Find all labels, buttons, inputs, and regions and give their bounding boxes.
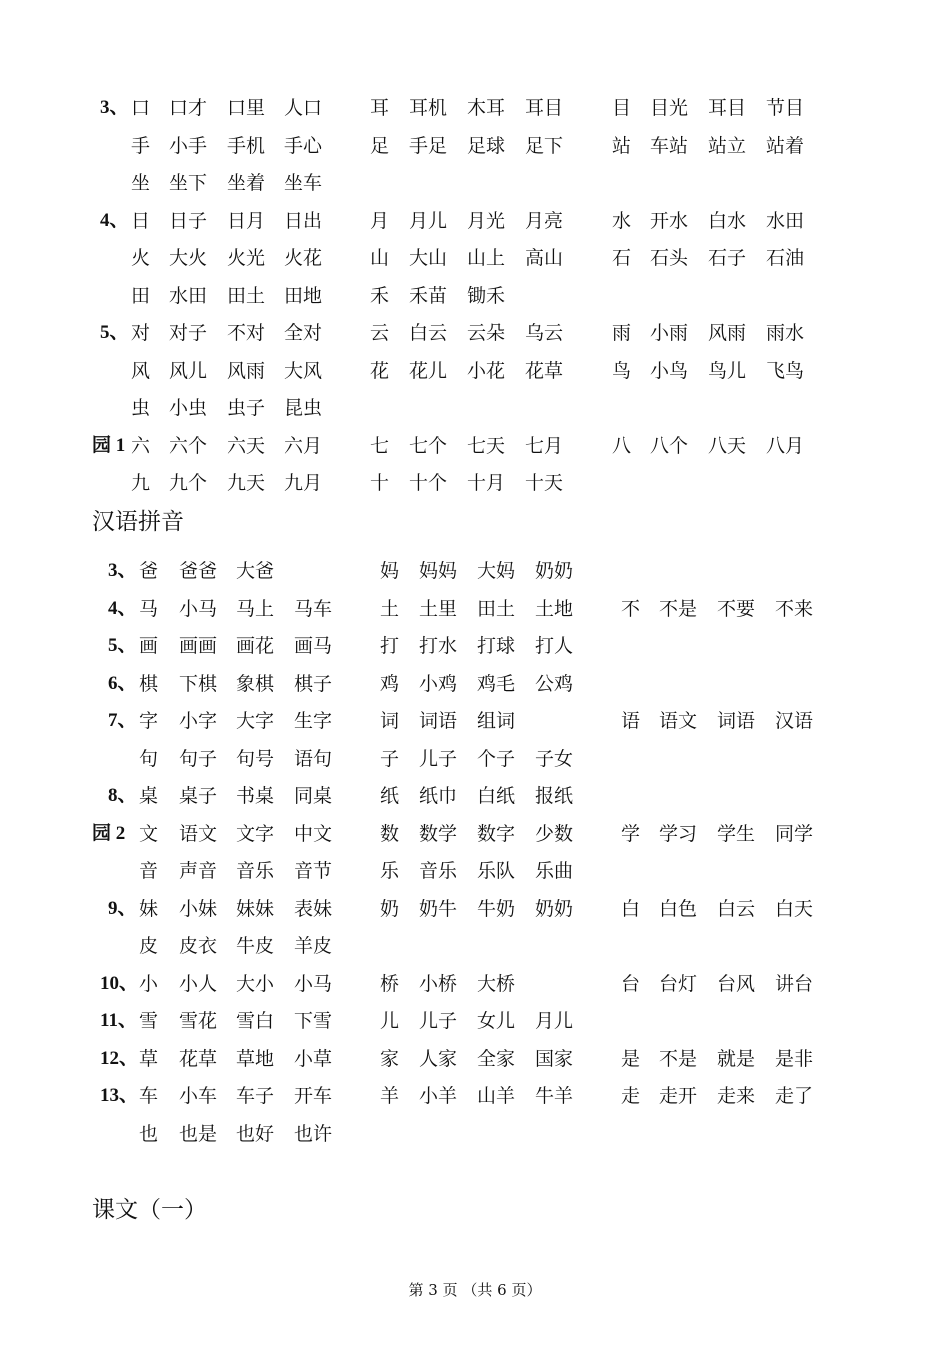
character: 草 <box>139 1047 159 1070</box>
word: 儿子 <box>419 1010 458 1032</box>
word: 耳目 <box>525 97 564 119</box>
word: 公鸡 <box>535 672 574 695</box>
word: 也是 <box>179 1122 218 1145</box>
character: 子 <box>380 747 400 770</box>
character: 文 <box>139 822 159 845</box>
character: 十 <box>370 472 390 494</box>
lesson-number: 8、 <box>108 785 137 806</box>
word: 七月 <box>525 434 564 457</box>
word: 九天 <box>227 472 266 494</box>
word: 高山 <box>525 247 564 269</box>
word: 也许 <box>294 1122 333 1145</box>
word: 棋子 <box>294 672 333 695</box>
word: 乌云 <box>525 322 564 344</box>
word: 鸟儿 <box>708 359 747 382</box>
word: 小雨 <box>650 322 689 344</box>
character: 家 <box>380 1047 400 1070</box>
word: 白云 <box>409 322 448 344</box>
character: 坐 <box>131 172 151 194</box>
word: 语文 <box>659 710 698 732</box>
word: 节目 <box>766 97 805 119</box>
word: 不是 <box>659 1047 698 1070</box>
word-row <box>0 856 950 886</box>
word: 不是 <box>659 597 698 620</box>
word-row <box>0 281 950 311</box>
character: 口 <box>131 97 151 119</box>
character: 语 <box>621 710 641 732</box>
word: 石子 <box>708 247 747 269</box>
character: 风 <box>131 359 151 382</box>
lesson-number: 园 2 <box>92 822 126 844</box>
character: 音 <box>139 860 159 882</box>
lesson-number: 4、 <box>108 597 137 619</box>
word: 人口 <box>284 97 323 119</box>
word-row <box>0 243 950 273</box>
word: 小虫 <box>169 397 208 419</box>
character: 六 <box>131 434 151 457</box>
character: 台 <box>621 972 641 995</box>
word: 学生 <box>717 822 756 845</box>
lesson-number: 3、 <box>108 560 137 581</box>
word: 火光 <box>227 247 266 269</box>
character: 走 <box>621 1085 641 1107</box>
word: 报纸 <box>535 785 574 807</box>
character: 九 <box>131 472 151 494</box>
word: 耳目 <box>708 97 747 119</box>
word: 小妹 <box>179 897 218 920</box>
character: 词 <box>380 710 400 732</box>
word: 花草 <box>525 359 564 382</box>
lesson-number: 12、 <box>100 1047 139 1069</box>
character: 字 <box>139 710 159 732</box>
word-row <box>0 431 950 461</box>
character: 花 <box>370 359 390 382</box>
word: 风儿 <box>169 359 208 382</box>
character: 雨 <box>612 322 632 344</box>
word: 皮衣 <box>179 935 218 957</box>
word: 国家 <box>535 1047 574 1070</box>
word: 对子 <box>169 322 208 344</box>
lesson-number: 4、 <box>100 209 129 231</box>
word: 打人 <box>535 635 574 657</box>
word: 打水 <box>419 635 458 657</box>
lesson-number: 13、 <box>100 1085 139 1106</box>
word: 子女 <box>535 747 574 770</box>
word-row <box>0 1006 950 1036</box>
word: 数字 <box>477 822 516 845</box>
word: 汉语 <box>775 710 814 732</box>
word: 站立 <box>708 134 747 157</box>
character: 八 <box>612 434 632 457</box>
word: 同学 <box>775 822 814 845</box>
word-row <box>0 781 950 811</box>
word: 日出 <box>284 209 323 232</box>
word: 土里 <box>419 597 458 620</box>
character: 桥 <box>380 972 400 995</box>
word-row <box>0 931 950 961</box>
character: 是 <box>621 1047 641 1070</box>
word: 乐曲 <box>535 860 574 882</box>
word: 足下 <box>525 134 564 157</box>
word: 石头 <box>650 247 689 269</box>
word: 全对 <box>284 322 323 344</box>
word: 大爸 <box>236 560 275 582</box>
character: 火 <box>131 247 151 269</box>
character: 日 <box>131 209 151 232</box>
word-row <box>0 1044 950 1074</box>
character: 也 <box>139 1122 159 1145</box>
word: 不对 <box>227 322 266 344</box>
word-row <box>0 631 950 661</box>
word-row <box>0 594 950 624</box>
character: 桌 <box>139 785 159 807</box>
word: 雨水 <box>766 322 805 344</box>
word: 白水 <box>708 209 747 232</box>
character: 不 <box>621 597 641 620</box>
word: 花草 <box>179 1047 218 1070</box>
lesson-number: 5、 <box>100 322 129 343</box>
word-row <box>0 669 950 699</box>
word: 车子 <box>236 1085 275 1107</box>
word: 词语 <box>717 710 756 732</box>
word: 中文 <box>294 822 333 845</box>
word: 口才 <box>169 97 208 119</box>
word-row <box>0 93 950 123</box>
word: 纸巾 <box>419 785 458 807</box>
word: 声音 <box>179 860 218 882</box>
word: 奶牛 <box>419 897 458 920</box>
word-row <box>0 1081 950 1111</box>
character: 对 <box>131 322 151 344</box>
word: 花儿 <box>409 359 448 382</box>
word: 象棋 <box>236 672 275 695</box>
word: 少数 <box>535 822 574 845</box>
character: 云 <box>370 322 390 344</box>
word: 白纸 <box>477 785 516 807</box>
lesson-number: 9、 <box>108 897 137 919</box>
word: 小鸡 <box>419 672 458 695</box>
character: 水 <box>612 209 632 232</box>
word: 足球 <box>467 134 506 157</box>
word-row <box>0 744 950 774</box>
word: 台风 <box>717 972 756 995</box>
character: 画 <box>139 635 159 657</box>
word-row <box>0 468 950 498</box>
character: 儿 <box>380 1010 400 1032</box>
word: 就是 <box>717 1047 756 1070</box>
word: 田土 <box>477 597 516 620</box>
word: 风雨 <box>708 322 747 344</box>
word: 白云 <box>717 897 756 920</box>
word: 十天 <box>525 472 564 494</box>
word: 日子 <box>169 209 208 232</box>
word: 羊皮 <box>294 935 333 957</box>
word: 下棋 <box>179 672 218 695</box>
character: 妈 <box>380 560 400 582</box>
word: 不来 <box>775 597 814 620</box>
word: 音乐 <box>419 860 458 882</box>
character: 站 <box>612 134 632 157</box>
word-row <box>0 706 950 736</box>
word: 十个 <box>409 472 448 494</box>
word: 走来 <box>717 1085 756 1107</box>
word: 牛皮 <box>236 935 275 957</box>
word: 大火 <box>169 247 208 269</box>
word: 大桥 <box>477 972 516 995</box>
character: 数 <box>380 822 400 845</box>
word: 下雪 <box>294 1010 333 1032</box>
character: 乐 <box>380 860 400 882</box>
word: 奶奶 <box>535 897 574 920</box>
word: 开水 <box>650 209 689 232</box>
section-heading-pinyin: 汉语拼音 <box>92 509 184 535</box>
word: 画马 <box>294 635 333 657</box>
character: 羊 <box>380 1085 400 1107</box>
word: 禾苗 <box>409 284 448 307</box>
word: 小人 <box>179 972 218 995</box>
word: 十月 <box>467 472 506 494</box>
word: 马上 <box>236 597 275 620</box>
word: 小花 <box>467 359 506 382</box>
word: 句子 <box>179 747 218 770</box>
character: 耳 <box>370 97 390 119</box>
word: 音节 <box>294 860 333 882</box>
word: 走开 <box>659 1085 698 1107</box>
word: 爸爸 <box>179 560 218 582</box>
character: 爸 <box>139 560 159 582</box>
word: 手机 <box>227 134 266 157</box>
character: 雪 <box>139 1010 159 1032</box>
word-row <box>0 969 950 999</box>
word: 小车 <box>179 1085 218 1107</box>
word: 语文 <box>179 822 218 845</box>
word: 坐下 <box>169 172 208 194</box>
character: 禾 <box>370 284 390 307</box>
word: 六个 <box>169 434 208 457</box>
word: 桌子 <box>179 785 218 807</box>
word: 小马 <box>179 597 218 620</box>
word: 耳机 <box>409 97 448 119</box>
character: 山 <box>370 247 390 269</box>
word: 站着 <box>766 134 805 157</box>
lesson-number: 园 1 <box>92 434 126 456</box>
word: 走了 <box>775 1085 814 1107</box>
character: 鸟 <box>612 359 632 382</box>
word-row <box>0 318 950 348</box>
word: 九月 <box>284 472 323 494</box>
word: 草地 <box>236 1047 275 1070</box>
word: 九个 <box>169 472 208 494</box>
word: 词语 <box>419 710 458 732</box>
word: 大妈 <box>477 560 516 582</box>
word: 打球 <box>477 635 516 657</box>
word: 组词 <box>477 710 516 732</box>
word-row <box>0 356 950 386</box>
word: 田地 <box>284 284 323 307</box>
character: 手 <box>131 134 151 157</box>
lesson-number: 7、 <box>108 710 137 731</box>
character: 鸡 <box>380 672 400 695</box>
word: 雪白 <box>236 1010 275 1032</box>
character: 田 <box>131 284 151 307</box>
word: 水田 <box>169 284 208 307</box>
word: 六月 <box>284 434 323 457</box>
word: 月亮 <box>525 209 564 232</box>
word: 虫子 <box>227 397 266 419</box>
word: 六天 <box>227 434 266 457</box>
word: 人家 <box>419 1047 458 1070</box>
word: 文字 <box>236 822 275 845</box>
character: 虫 <box>131 397 151 419</box>
character: 小 <box>139 972 159 995</box>
word: 奶奶 <box>535 560 574 582</box>
word: 开车 <box>294 1085 333 1107</box>
word-row <box>0 556 950 586</box>
word: 小字 <box>179 710 218 732</box>
character: 打 <box>380 635 400 657</box>
word: 表妹 <box>294 897 333 920</box>
word: 雪花 <box>179 1010 218 1032</box>
word: 句号 <box>236 747 275 770</box>
word: 月儿 <box>535 1010 574 1032</box>
lesson-number: 5、 <box>108 635 137 656</box>
character: 月 <box>370 209 390 232</box>
character: 纸 <box>380 785 400 807</box>
word: 坐车 <box>284 172 323 194</box>
word: 七个 <box>409 434 448 457</box>
word: 大风 <box>284 359 323 382</box>
word: 山羊 <box>477 1085 516 1107</box>
word-row <box>0 131 950 161</box>
word: 不要 <box>717 597 756 620</box>
word: 土地 <box>535 597 574 620</box>
character: 奶 <box>380 897 400 920</box>
word: 云朵 <box>467 322 506 344</box>
word: 大字 <box>236 710 275 732</box>
word: 语句 <box>294 747 333 770</box>
character: 七 <box>370 434 390 457</box>
word: 数学 <box>419 822 458 845</box>
word: 妈妈 <box>419 560 458 582</box>
word: 口里 <box>227 97 266 119</box>
word: 八个 <box>650 434 689 457</box>
word: 水田 <box>766 209 805 232</box>
page-footer: 第 3 页 （共 6 页） <box>408 1281 542 1299</box>
word: 小草 <box>294 1047 333 1070</box>
character: 学 <box>621 822 641 845</box>
word: 山上 <box>467 247 506 269</box>
lesson-number: 11、 <box>100 1010 137 1031</box>
word: 乐队 <box>477 860 516 882</box>
character: 目 <box>612 97 632 119</box>
word: 个子 <box>477 747 516 770</box>
word: 八月 <box>766 434 805 457</box>
word: 画画 <box>179 635 218 657</box>
word: 白天 <box>775 897 814 920</box>
lesson-number: 10、 <box>100 972 139 994</box>
word: 鸡毛 <box>477 672 516 695</box>
word: 小桥 <box>419 972 458 995</box>
word: 小鸟 <box>650 359 689 382</box>
word: 也好 <box>236 1122 275 1145</box>
word: 全家 <box>477 1047 516 1070</box>
word: 坐着 <box>227 172 266 194</box>
word: 风雨 <box>227 359 266 382</box>
word: 大山 <box>409 247 448 269</box>
word: 石油 <box>766 247 805 269</box>
word: 学习 <box>659 822 698 845</box>
character: 土 <box>380 597 400 620</box>
word: 月光 <box>467 209 506 232</box>
word: 画花 <box>236 635 275 657</box>
word: 妹妹 <box>236 897 275 920</box>
word-row <box>0 393 950 423</box>
word: 儿子 <box>419 747 458 770</box>
word: 日月 <box>227 209 266 232</box>
word: 火花 <box>284 247 323 269</box>
word-row <box>0 819 950 849</box>
lesson-number: 3、 <box>100 97 129 118</box>
character: 句 <box>139 747 159 770</box>
character: 妹 <box>139 897 159 920</box>
character: 马 <box>139 597 159 620</box>
character: 白 <box>621 897 641 920</box>
word: 小马 <box>294 972 333 995</box>
word: 台灯 <box>659 972 698 995</box>
word: 八天 <box>708 434 747 457</box>
word: 目光 <box>650 97 689 119</box>
word-row <box>0 168 950 198</box>
word: 车站 <box>650 134 689 157</box>
word: 书桌 <box>236 785 275 807</box>
word: 女儿 <box>477 1010 516 1032</box>
character: 足 <box>370 134 390 157</box>
word: 大小 <box>236 972 275 995</box>
word: 田土 <box>227 284 266 307</box>
word: 是非 <box>775 1047 814 1070</box>
word: 手足 <box>409 134 448 157</box>
lesson-number: 6、 <box>108 672 137 694</box>
word: 牛羊 <box>535 1085 574 1107</box>
word-row <box>0 894 950 924</box>
word: 讲台 <box>775 972 814 995</box>
character: 车 <box>139 1085 159 1107</box>
word: 七天 <box>467 434 506 457</box>
word: 同桌 <box>294 785 333 807</box>
word: 昆虫 <box>284 397 323 419</box>
word-row <box>0 1119 950 1149</box>
word: 小手 <box>169 134 208 157</box>
word: 牛奶 <box>477 897 516 920</box>
word: 飞鸟 <box>766 359 805 382</box>
word: 马车 <box>294 597 333 620</box>
word: 月儿 <box>409 209 448 232</box>
word-row <box>0 206 950 236</box>
character: 石 <box>612 247 632 269</box>
word: 生字 <box>294 710 333 732</box>
word: 音乐 <box>236 860 275 882</box>
section-heading-kewen: 课文（一） <box>92 1197 207 1223</box>
word: 手心 <box>284 134 323 157</box>
word: 锄禾 <box>467 284 506 307</box>
word: 白色 <box>659 897 698 920</box>
word: 小羊 <box>419 1085 458 1107</box>
character: 皮 <box>139 935 159 957</box>
character: 棋 <box>139 672 159 695</box>
word: 木耳 <box>467 97 506 119</box>
